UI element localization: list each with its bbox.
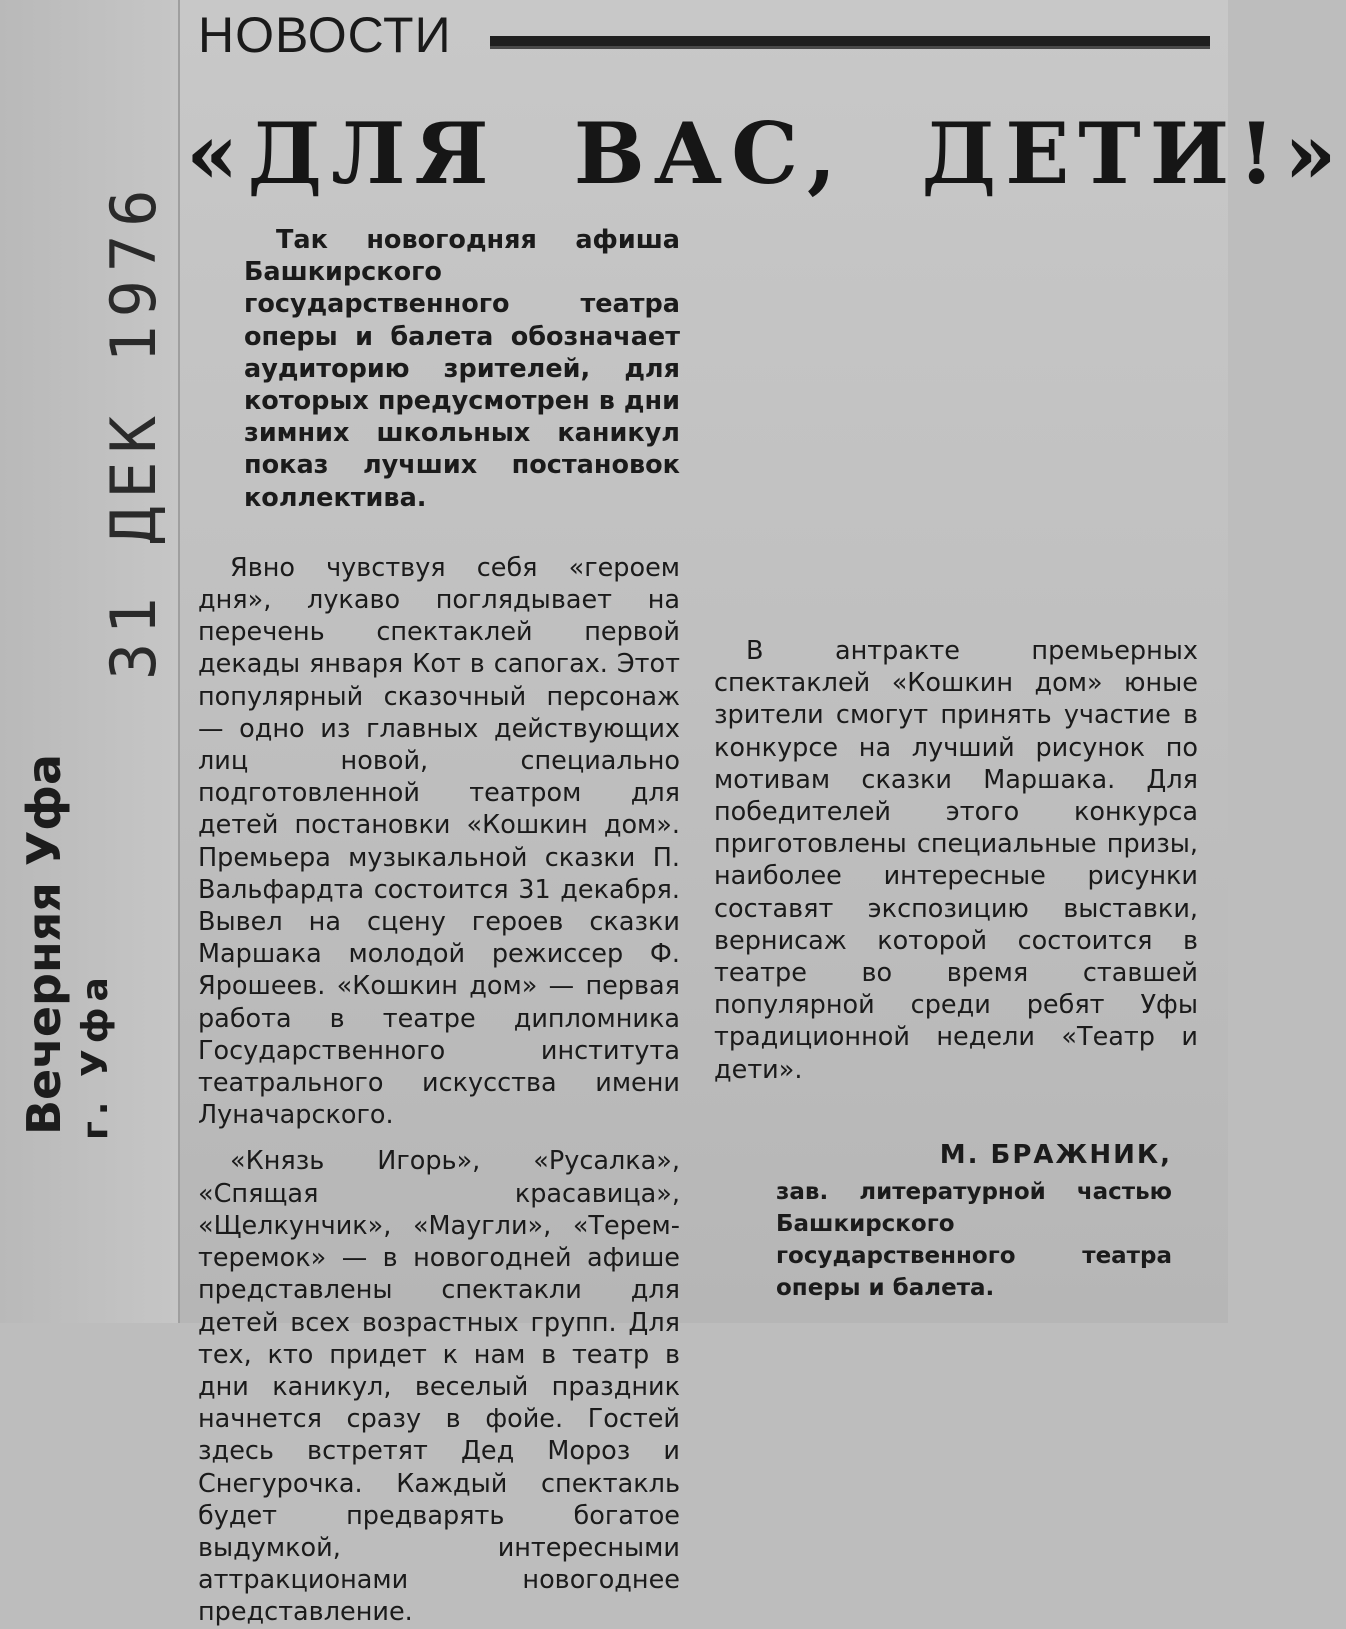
author-name: М. БРАЖНИК,: [939, 1140, 1172, 1170]
stamp-date: 31 ДЕК 1976: [97, 181, 170, 680]
article-column-left: [198, 224, 680, 1629]
author-position: зав. литературной частью Башкирского государственного театра оперы и балета.: [776, 1179, 1172, 1301]
article-column-right: [714, 226, 1198, 1086]
article-headline: «ДЛЯ ВАС, ДЕТИ!»: [186, 104, 1346, 203]
stamp-city: г. Уфа: [75, 971, 116, 1140]
section-title: НОВОСТИ: [198, 7, 452, 63]
article-paragraph: «Князь Игорь», «Русалка», «Спящая красавица», «Щелкунчик», «Маугли», «Терем-теремок» — в новогодней афише представлены спектакли для детей всех возрастных групп. Для тех, кто придет к нам в театр в дни каникул, веселый праздник начнется сразу в фойе. Гостей здесь встретят Дед Мороз и Снегурочка. Каждый спектакль будет предварять богатое выдумкой, интересными аттракционами новогоднее представление.: [198, 1146, 680, 1628]
archive-stamp: [17, 0, 175, 1140]
author-signature: [776, 1140, 1172, 1304]
article-lead: Так новогодняя афиша Башкирского государственного театра оперы и балета обозначает аудиторию зрителей, для которых предусмотрен в дни зимних школьных каникул показ лучших постановок коллектива.: [244, 225, 680, 513]
article-paragraph: Явно чувствуя себя «героем дня», лукаво поглядывает на перечень спектаклей первой декады января Кот в сапогах. Этот популярный сказочный персонаж — одно из главных действующих лиц новой, специально подготовленной театром для детей постановки «Кошкин дом». Премьера музыкальной сказки П. Вальфардта состоится 31 декабря. Вывел на сцену героев сказки Маршака молодой режиссер Ф. Ярошеев. «Кошкин дом» — первая работа в театре дипломника Государственного института театрального искусства имени Луначарского.: [198, 552, 680, 1131]
clipping-edge: [178, 0, 180, 1323]
article-paragraph: В антракте премьерных спектаклей «Кошкин дом» юные зрители смогут принять участие в конкурсе на лучший рисунок по мотивам сказки Маршака. Для победителей этого конкурса приготовлены специальные призы, наиболее интересные рисунки составят экспозицию выставки, вернисаж которой состоится в театре во время ставшей популярной среди ребят Уфы традиционной недели «Театр и дети».: [714, 636, 1198, 1085]
section-rule: [490, 36, 1210, 49]
stamp-newspaper-name: Вечерняя Уфа: [17, 754, 71, 1135]
